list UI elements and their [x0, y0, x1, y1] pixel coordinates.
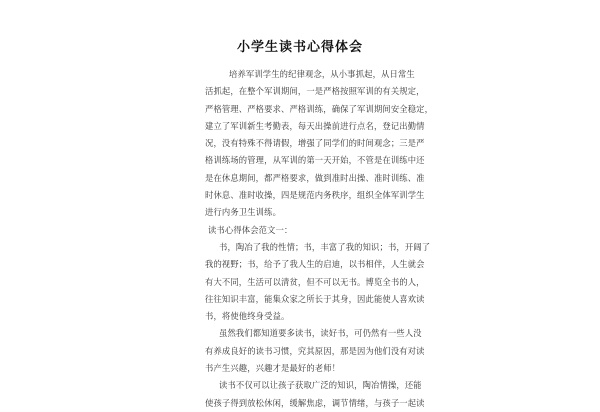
paragraph-line: 书，将使他终身受益。 [205, 311, 290, 322]
paragraph-line: 时休息、准时收操，四是规范内务秩序，组织全体军训学生 [205, 190, 425, 201]
paragraph-line: 有养成良好的读书习惯，究其原因，那是因为他们没有对读 [205, 345, 425, 356]
paragraph-line: 我的视野；书，给予了我人生的启迪，以书相伴，人生就会 [205, 259, 425, 270]
paragraph-line: 是在休息期间，都严格要求，做到准时出操、准时训练、准 [205, 172, 425, 183]
paragraph-line: 书产生兴趣，兴趣才是最好的老师！ [205, 363, 341, 374]
paragraph-line: 读书不仅可以让孩子获取广泛的知识，陶冶情操，还能 [219, 380, 422, 391]
section-heading: 读书心得体会范文一： [208, 224, 293, 235]
paragraph-line: 书，陶冶了我的性情；书，丰富了我的知识；书，开阔了 [219, 241, 431, 252]
paragraph-line: 建立了军训新生考勤表，每天出操前进行点名，登记出勤情 [205, 120, 425, 131]
paragraph-line: 格训练场的管理，从军训的第一天开始，不管是在训练中还 [205, 155, 425, 166]
document-body [205, 66, 434, 412]
paragraph-line: 培养军训学生的纪律观念，从小事抓起，从日常生 [229, 69, 415, 79]
paragraph-line: 有大不同，生活可以清贫，但不可以无书。博览全书的人， [205, 276, 425, 287]
paragraph-line: 进行内务卫生训练。 [205, 207, 282, 218]
paragraph-line: 况，没有特殊不得请假，增强了同学们的时间观念；三是严 [205, 138, 425, 149]
paragraph-line: 严格管理、严格要求、严格训练，确保了军训期间安全稳定， [205, 103, 434, 114]
document-title: 小学生读书心得体会 [236, 40, 363, 55]
paragraph-line: 虽然我们都知道要多读书，读好书，可仍然有一些人没 [219, 328, 422, 339]
paragraph-line: 活抓起，在整个军训期间，一是严格按照军训的有关规定， [205, 86, 425, 97]
paragraph-line: 往往知识丰富，能集众家之所长于其身，因此能使人喜欢读 [205, 293, 425, 304]
paragraph-line: 使孩子得到放松休闲，缓解焦虑，调节情绪，与孩子一起读 [205, 397, 425, 408]
